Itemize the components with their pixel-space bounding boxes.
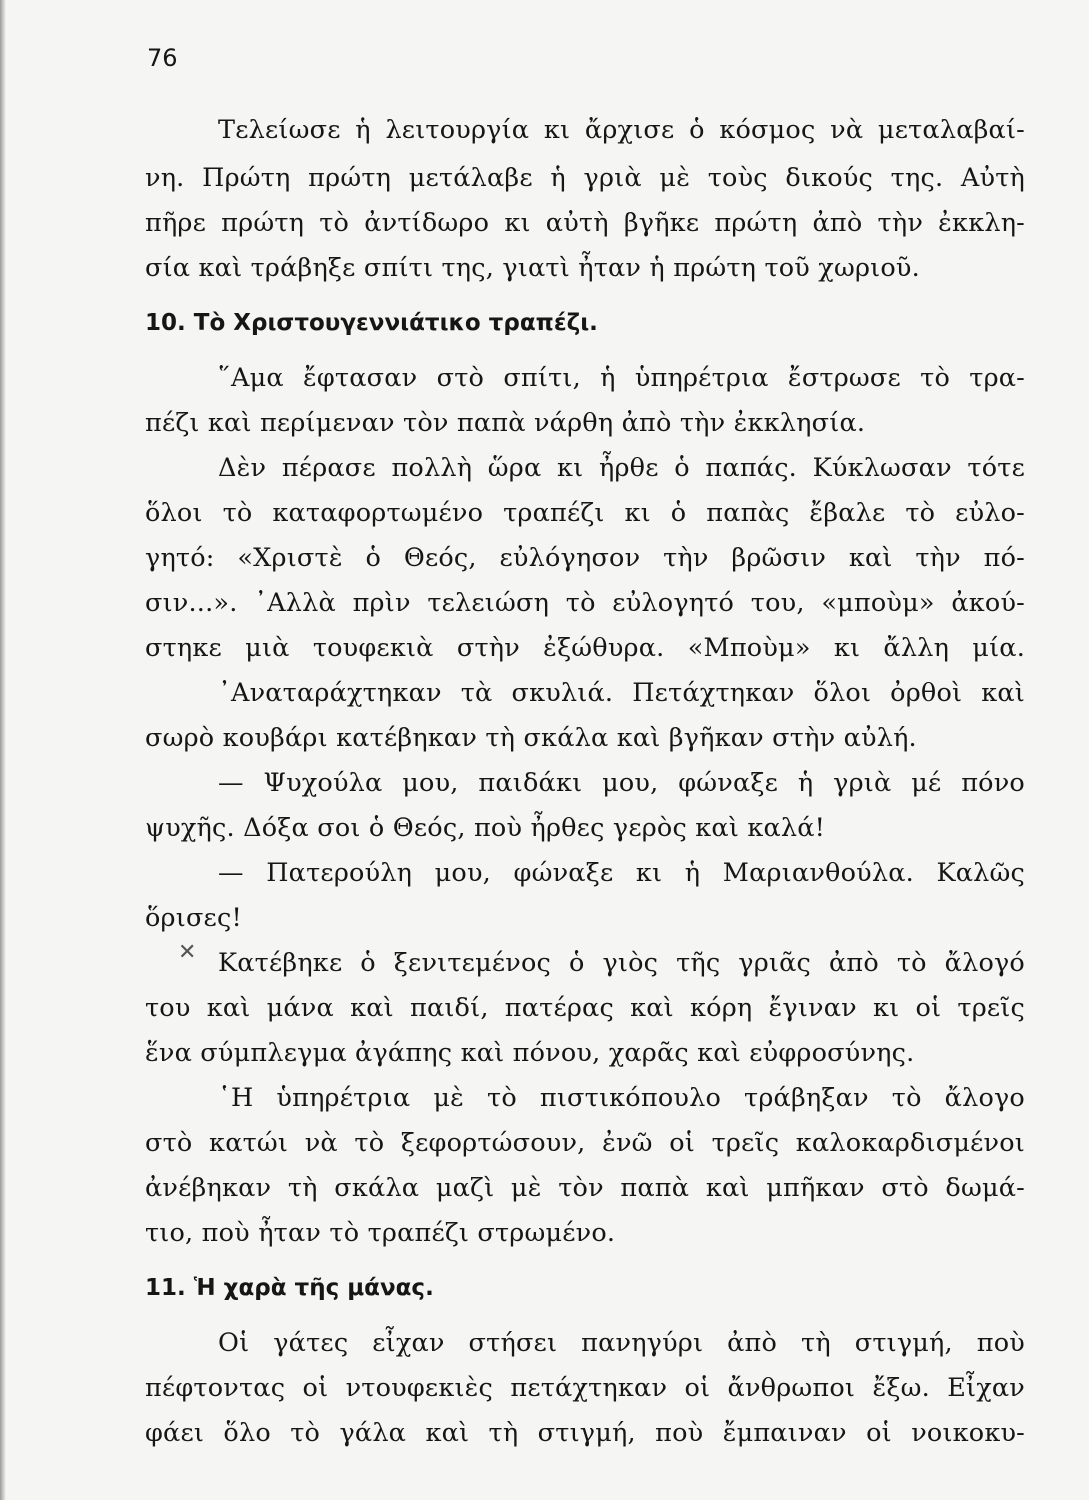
text-line: — Ψυχούλα μου, παιδάκι μου, φώναξε ἡ γριὰ μέ πόνο bbox=[218, 768, 1025, 798]
text-line: φάει ὅλο τὸ γάλα καὶ τὴ στιγμή, ποὺ ἔμπαιναν οἱ νοικοκυ- bbox=[145, 1418, 1025, 1448]
text-line: ὅλοι τὸ καταφορτωμένο τραπέζι κι ὁ παπὰς ἔβαλε τὸ εὐλο- bbox=[145, 498, 1025, 528]
text-line: στὸ κατώι νὰ τὸ ξεφορτώσουν, ἐνῶ οἱ τρεῖς καλοκαρδισμένοι bbox=[145, 1128, 1025, 1158]
text-line: νη. Πρώτη πρώτη μετάλαβε ἡ γριὰ μὲ τοὺς δικούς της. Αὐτὴ bbox=[145, 163, 1025, 193]
text-line: Κατέβηκε ὁ ξενιτεμένος ὁ γιὸς τῆς γριᾶς ἀπὸ τὸ ἄλογό bbox=[218, 948, 1025, 978]
text-line: Οἱ γάτες εἶχαν στήσει πανηγύρι ἀπὸ τὴ στιγμή, ποὺ bbox=[218, 1328, 1025, 1358]
text-line: στηκε μιὰ τουφεκιὰ στὴν ἐξώθυρα. «Μποὺμ» κι ἄλλη μία. bbox=[145, 633, 1025, 663]
text-line: πέζι καὶ περίμεναν τὸν παπὰ νάρθη ἀπὸ τὴν ἐκκλησία. bbox=[145, 408, 866, 438]
text-line: πῆρε πρώτη τὸ ἀντίδωρο κι αὐτὴ βγῆκε πρώτη ἀπὸ τὴν ἐκκλη- bbox=[145, 208, 1025, 238]
text-line: ὅρισες! bbox=[145, 903, 242, 933]
text-line: ψυχῆς. Δόξα σοι ὁ Θεός, ποὺ ἦρθες γερὸς καὶ καλά! bbox=[145, 813, 826, 843]
text-line: γητό: «Χριστὲ ὁ Θεός, εὐλόγησον τὴν βρῶσιν καὶ τὴν πό- bbox=[145, 543, 1025, 573]
text-line: σωρὸ κουβάρι κατέβηκαν τὴ σκάλα καὶ βγῆκαν στὴν αὐλή. bbox=[145, 723, 917, 753]
text-line: σιν...». ᾿Αλλὰ πρὶν τελειώση τὸ εὐλογητό του, «μποὺμ» ἀκού- bbox=[145, 588, 1025, 618]
text-line: ᾿Αναταράχτηκαν τὰ σκυλιά. Πετάχτηκαν ὅλοι ὀρθοὶ καὶ bbox=[218, 678, 1025, 708]
text-line: ἀνέβηκαν τὴ σκάλα μαζὶ μὲ τὸν παπὰ καὶ μπῆκαν στὸ δωμά- bbox=[145, 1173, 1025, 1203]
pencil-mark-icon: ✕ bbox=[178, 940, 197, 965]
text-line: τιο, ποὺ ἦταν τὸ τραπέζι στρωμένο. bbox=[145, 1218, 616, 1248]
text-line: Τελείωσε ἡ λειτουργία κι ἄρχισε ὁ κόσμος νὰ μεταλαβαί- bbox=[218, 115, 1025, 145]
section-heading: 11. Ἡ χαρὰ τῆς μάνας. bbox=[145, 1275, 434, 1301]
text-line: ῾Η ὑπηρέτρια μὲ τὸ πιστικόπουλο τράβηξαν τὸ ἄλογο bbox=[218, 1083, 1025, 1113]
page-number: 76 bbox=[147, 44, 178, 72]
text-line: — Πατερούλη μου, φώναξε κι ἡ Μαριανθούλα. Καλῶς bbox=[218, 858, 1025, 888]
text-line: πέφτοντας οἱ ντουφεκιὲς πετάχτηκαν οἱ ἄνθρωποι ἔξω. Εἶχαν bbox=[145, 1373, 1025, 1403]
page-binding-shadow bbox=[0, 0, 6, 1500]
text-line: ῞Αμα ἔφτασαν στὸ σπίτι, ἡ ὑπηρέτρια ἔστρωσε τὸ τρα- bbox=[218, 363, 1025, 393]
section-heading: 10. Τὸ Χριστουγεννιάτικο τραπέζι. bbox=[145, 310, 598, 336]
text-line: Δὲν πέρασε πολλὴ ὥρα κι ἦρθε ὁ παπάς. Κύκλωσαν τότε bbox=[218, 453, 1025, 483]
text-line: σία καὶ τράβηξε σπίτι της, γιατὶ ἦταν ἡ πρώτη τοῦ χωριοῦ. bbox=[145, 253, 920, 283]
text-line: του καὶ μάνα καὶ παιδί, πατέρας καὶ κόρη ἔγιναν κι οἱ τρεῖς bbox=[145, 993, 1025, 1023]
text-line: ἕνα σύμπλεγμα ἀγάπης καὶ πόνου, χαρᾶς καὶ εὐφροσύνης. bbox=[145, 1038, 915, 1068]
